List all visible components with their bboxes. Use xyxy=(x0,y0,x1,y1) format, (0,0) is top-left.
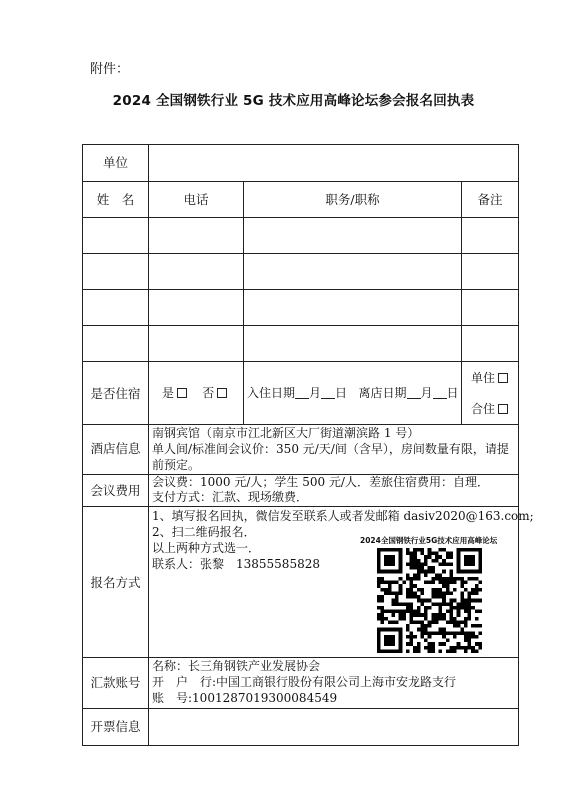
form-title: 2024 全国钢铁行业 5G 技术应用高峰论坛参会报名回执表 xyxy=(112,93,475,109)
single-checkbox[interactable] xyxy=(498,373,508,383)
month-label: 月 xyxy=(420,386,433,400)
no-label: 否 xyxy=(202,386,215,400)
register-line1: 1、填写报名回执，微信发至联系人或者发邮箱 dasiv2020@163.com; xyxy=(152,509,534,523)
qr-caption: 2024全国钢铁行业5G技术应用高峰论坛 xyxy=(360,536,498,545)
header-name: 姓 名 xyxy=(96,192,135,207)
bank-line2: 开 户 行:中国工商银行股份有限公司上海市安龙路支行 xyxy=(152,675,457,689)
invoice-input[interactable] xyxy=(151,711,517,743)
register-line2: 2、扫二维码报名． xyxy=(152,525,256,539)
checkout-month-blank[interactable] xyxy=(407,387,421,399)
column-divider xyxy=(243,181,244,425)
hotel-line1: 南钢宾馆（南京市江北新区大厂街道潮滨路 1 号） xyxy=(152,426,420,440)
fee-label: 会议费用 xyxy=(90,483,141,498)
bank-line1: 名称：长三角钢铁产业发展协会 xyxy=(152,659,321,673)
register-contact: 联系人：张黎 13855585828 xyxy=(152,557,320,571)
fee-line1: 会议费：1000 元/人；学生 500 元/人．差旅住宿费用：自理． xyxy=(152,475,489,489)
accommodation-yes-no xyxy=(162,385,227,402)
header-position: 职务/职称 xyxy=(325,192,380,207)
accommodation-label: 是否住宿 xyxy=(90,386,141,401)
month-label: 月 xyxy=(309,386,322,400)
table-border-right xyxy=(518,144,519,746)
bank-line3: 账 号:1001287019300084549 xyxy=(152,691,338,705)
no-checkbox[interactable] xyxy=(217,388,227,398)
shared-label: 合住 xyxy=(471,402,496,416)
header-phone: 电话 xyxy=(183,192,209,207)
checkin-label: 入住日期 xyxy=(247,386,296,400)
stay-dates xyxy=(247,385,459,402)
register-line3: 以上两种方式选一． xyxy=(152,541,261,555)
unit-label: 单位 xyxy=(102,155,128,170)
invoice-label: 开票信息 xyxy=(90,719,141,734)
hotel-label: 酒店信息 xyxy=(90,441,141,456)
registration-qr-code[interactable] xyxy=(377,548,482,653)
checkout-day-blank[interactable] xyxy=(433,387,447,399)
yes-label: 是 xyxy=(162,386,175,400)
single-room-option xyxy=(471,370,508,387)
shared-checkbox[interactable] xyxy=(498,404,508,414)
day-label: 日 xyxy=(335,386,348,400)
register-label: 报名方式 xyxy=(90,575,141,590)
checkout-label: 离店日期 xyxy=(358,386,407,400)
yes-checkbox[interactable] xyxy=(177,388,187,398)
single-label: 单住 xyxy=(471,371,496,385)
hotel-line3: 前预定。 xyxy=(152,458,201,472)
column-divider xyxy=(461,181,462,425)
bank-label: 汇款账号 xyxy=(90,675,141,690)
header-notes: 备注 xyxy=(477,192,503,207)
attachment-label: 附件： xyxy=(90,62,130,77)
checkin-month-blank[interactable] xyxy=(295,387,309,399)
column-divider xyxy=(148,144,149,746)
unit-input[interactable] xyxy=(151,148,517,178)
fee-line2: 支付方式：汇款、现场缴费． xyxy=(152,490,309,504)
shared-room-option xyxy=(471,401,508,418)
checkin-day-blank[interactable] xyxy=(321,387,335,399)
hotel-line2: 单人间/标准间会议价：350 元/天/间（含早），房间数量有限，请提 xyxy=(152,442,509,456)
day-label: 日 xyxy=(446,386,459,400)
